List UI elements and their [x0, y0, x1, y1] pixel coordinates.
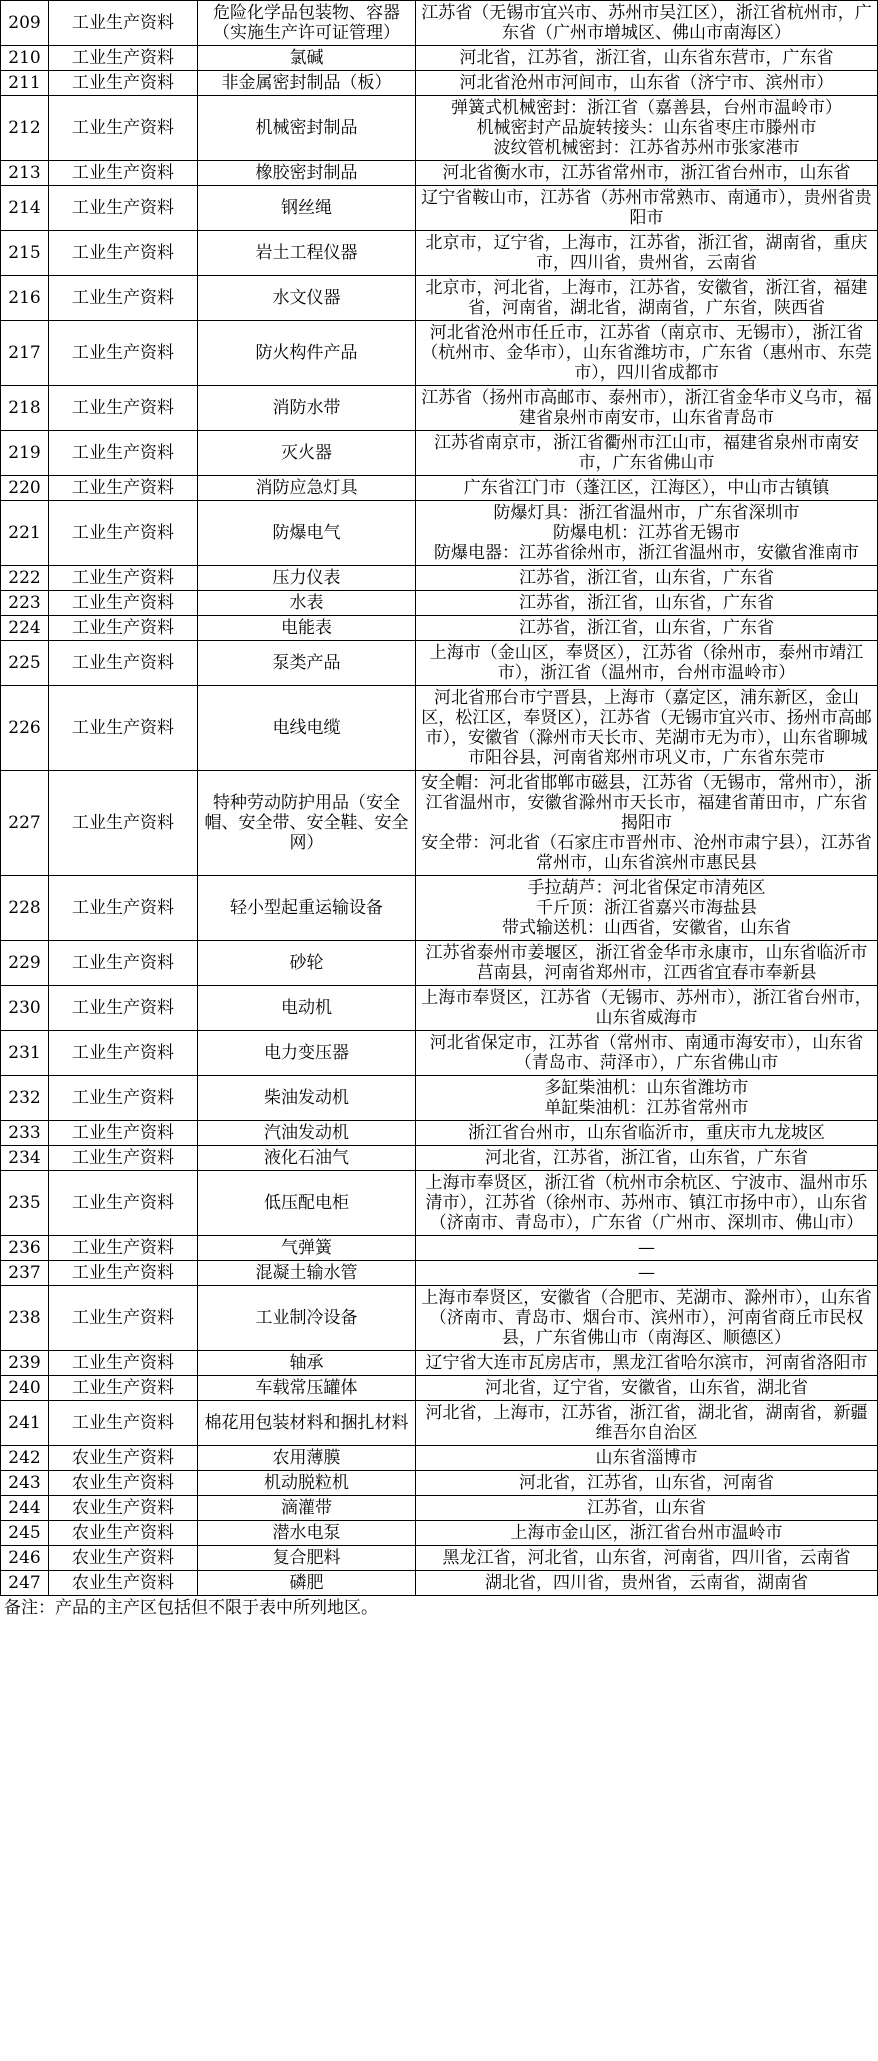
region-line: 辽宁省大连市瓦房店市，黑龙江省哈尔滨市，河南省洛阳市: [425, 1353, 868, 1373]
main-production-regions: [416, 771, 878, 876]
region-line: 防爆电器：江苏省徐州市，浙江省温州市，安徽省淮南市: [434, 543, 859, 563]
row-number: 217: [1, 321, 49, 386]
table-row: [1, 566, 878, 591]
main-production-regions: [416, 431, 878, 476]
region-line: 河北省，上海市，江苏省，浙江省，湖北省，湖南省，新疆维吾尔自治区: [425, 1403, 868, 1443]
product-category: 农业生产资料: [49, 1571, 198, 1596]
region-line: 河北省，江苏省，浙江省，山东省，广东省: [485, 1148, 808, 1168]
main-production-regions: [416, 1031, 878, 1076]
row-number: 227: [1, 771, 49, 876]
product-category: 工业生产资料: [49, 1261, 198, 1286]
product-category: 工业生产资料: [49, 616, 198, 641]
table-row: [1, 1286, 878, 1351]
main-production-regions: [416, 1286, 878, 1351]
region-line: 千斤顶：浙江省嘉兴市海盐县: [536, 898, 757, 918]
table-row: [1, 276, 878, 321]
product-name: 水文仪器: [198, 276, 416, 321]
table-row: [1, 1496, 878, 1521]
product-name: 滴灌带: [198, 1496, 416, 1521]
product-name: 泵类产品: [198, 641, 416, 686]
product-category: 工业生产资料: [49, 161, 198, 186]
row-number: 211: [1, 71, 49, 96]
region-line: 江苏省，浙江省，山东省，广东省: [519, 618, 774, 638]
main-production-regions: [416, 986, 878, 1031]
main-production-regions: [416, 1376, 878, 1401]
table-row: [1, 1236, 878, 1261]
product-category: 工业生产资料: [49, 46, 198, 71]
table-row: [1, 1, 878, 46]
product-category: 工业生产资料: [49, 1351, 198, 1376]
product-name: 潜水电泵: [198, 1521, 416, 1546]
main-production-regions: [416, 276, 878, 321]
main-production-regions: [416, 1496, 878, 1521]
main-production-regions: [416, 386, 878, 431]
row-number: 221: [1, 501, 49, 566]
region-line: 黑龙江省，河北省，山东省，河南省，四川省，云南省: [442, 1548, 851, 1568]
main-production-regions: [416, 1121, 878, 1146]
table-row: [1, 476, 878, 501]
table-row: [1, 1031, 878, 1076]
main-production-regions: [416, 1521, 878, 1546]
product-category: 工业生产资料: [49, 566, 198, 591]
region-line: 弹簧式机械密封：浙江省（嘉善县，台州市温岭市）: [451, 98, 842, 118]
product-name: 轻小型起重运输设备: [198, 876, 416, 941]
main-production-regions: [416, 1351, 878, 1376]
region-line: 江苏省（扬州市高邮市、泰州市），浙江省金华市义乌市，福建省泉州市南安市，山东省青岛市: [421, 388, 872, 428]
row-number: 242: [1, 1446, 49, 1471]
region-line: 波纹管机械密封：江苏省苏州市张家港市: [493, 138, 800, 158]
main-production-regions: [416, 1471, 878, 1496]
main-production-regions: [416, 231, 878, 276]
main-production-regions: [416, 46, 878, 71]
table-row: [1, 1521, 878, 1546]
main-production-regions: [416, 566, 878, 591]
row-number: 222: [1, 566, 49, 591]
region-line: 广东省江门市（蓬江区，江海区），中山市古镇镇: [463, 478, 830, 498]
product-name: 钢丝绳: [198, 186, 416, 231]
product-name: 复合肥料: [198, 1546, 416, 1571]
row-number: 210: [1, 46, 49, 71]
product-category: 工业生产资料: [49, 1171, 198, 1236]
region-line: 江苏省，浙江省，山东省，广东省: [519, 593, 774, 613]
row-number: 233: [1, 1121, 49, 1146]
product-category: 工业生产资料: [49, 1121, 198, 1146]
product-name: 车载常压罐体: [198, 1376, 416, 1401]
region-line: 安全帽：河北省邯郸市磁县，江苏省（无锡市，常州市），浙江省温州市，安徽省滁州市天长市，福建省莆田市，广东省揭阳市: [421, 773, 872, 833]
main-production-regions: [416, 1261, 878, 1286]
product-name: 电力变压器: [198, 1031, 416, 1076]
row-number: 230: [1, 986, 49, 1031]
product-category: 农业生产资料: [49, 1471, 198, 1496]
table-row: [1, 321, 878, 386]
region-line: 河北省保定市，江苏省（常州市、南通市海安市），山东省（青岛市、菏泽市），广东省佛山市: [429, 1033, 864, 1073]
region-line: 多缸柴油机：山东省潍坊市: [544, 1078, 749, 1098]
row-number: 240: [1, 1376, 49, 1401]
main-production-regions: [416, 1076, 878, 1121]
product-category: 工业生产资料: [49, 71, 198, 96]
product-category: 农业生产资料: [49, 1446, 198, 1471]
main-production-regions: [416, 476, 878, 501]
table-row: [1, 1351, 878, 1376]
product-category: 工业生产资料: [49, 476, 198, 501]
table-row: [1, 641, 878, 686]
table-row: [1, 386, 878, 431]
product-name: 电线电缆: [198, 686, 416, 771]
row-number: 231: [1, 1031, 49, 1076]
region-line: 上海市奉贤区，江苏省（无锡市、苏州市），浙江省台州市，山东省威海市: [421, 988, 872, 1028]
main-production-regions: [416, 1446, 878, 1471]
row-number: 239: [1, 1351, 49, 1376]
product-name: 灭火器: [198, 431, 416, 476]
product-name: 电动机: [198, 986, 416, 1031]
product-name: 工业制冷设备: [198, 1286, 416, 1351]
main-production-regions: [416, 1236, 878, 1261]
row-number: 238: [1, 1286, 49, 1351]
product-category: 工业生产资料: [49, 1146, 198, 1171]
main-production-regions: [416, 161, 878, 186]
table-row: [1, 231, 878, 276]
region-line: 手拉葫芦：河北省保定市清苑区: [527, 878, 766, 898]
product-name: 轴承: [198, 1351, 416, 1376]
main-production-regions: [416, 686, 878, 771]
region-line: 上海市（金山区，奉贤区），江苏省（徐州市，泰州市靖江市），浙江省（温州市，台州市温岭市）: [429, 643, 864, 683]
product-name: 低压配电柜: [198, 1171, 416, 1236]
table-row: [1, 1076, 878, 1121]
product-category: 工业生产资料: [49, 96, 198, 161]
row-number: 247: [1, 1571, 49, 1596]
region-line: 河北省，辽宁省，安徽省，山东省，湖北省: [485, 1378, 808, 1398]
product-name: 气弹簧: [198, 1236, 416, 1261]
main-production-regions: [416, 1571, 878, 1596]
product-name: 液化石油气: [198, 1146, 416, 1171]
main-production-regions: [416, 616, 878, 641]
footnote: 备注：产品的主产区包括但不限于表中所列地区。: [4, 1598, 378, 1618]
table-row: [1, 941, 878, 986]
table-row: [1, 686, 878, 771]
product-name: 混凝土输水管: [198, 1261, 416, 1286]
product-name: 磷肥: [198, 1571, 416, 1596]
table-row: [1, 96, 878, 161]
product-name: 消防应急灯具: [198, 476, 416, 501]
region-line: 浙江省台州市，山东省临沂市，重庆市九龙坡区: [468, 1123, 825, 1143]
row-number: 236: [1, 1236, 49, 1261]
region-line: 江苏省，山东省: [587, 1498, 706, 1518]
product-name: 橡胶密封制品: [198, 161, 416, 186]
main-production-regions: [416, 1401, 878, 1446]
table-row: [1, 501, 878, 566]
region-line: 防爆电机：江苏省无锡市: [553, 523, 740, 543]
row-number: 219: [1, 431, 49, 476]
region-line: 上海市金山区，浙江省台州市温岭市: [510, 1523, 783, 1543]
product-name: 岩土工程仪器: [198, 231, 416, 276]
region-line: 河北省衡水市，江苏省常州市，浙江省台州市，山东省: [442, 163, 851, 183]
table-row: [1, 1401, 878, 1446]
product-category: 工业生产资料: [49, 186, 198, 231]
main-production-regions: [416, 641, 878, 686]
row-number: 209: [1, 1, 49, 46]
table-row: [1, 771, 878, 876]
product-category: 农业生产资料: [49, 1521, 198, 1546]
region-line: 山东省淄博市: [595, 1448, 698, 1468]
table-row: [1, 616, 878, 641]
product-name: 防火构件产品: [198, 321, 416, 386]
product-name: 危险化学品包装物、容器（实施生产许可证管理）: [198, 1, 416, 46]
product-category: 工业生产资料: [49, 1076, 198, 1121]
product-name: 汽油发动机: [198, 1121, 416, 1146]
row-number: 218: [1, 386, 49, 431]
row-number: 226: [1, 686, 49, 771]
main-production-regions: [416, 1171, 878, 1236]
product-name: 非金属密封制品（板）: [198, 71, 416, 96]
main-production-regions: [416, 186, 878, 231]
product-name: 压力仪表: [198, 566, 416, 591]
product-name: 特种劳动防护用品（安全帽、安全带、安全鞋、安全网）: [198, 771, 416, 876]
main-production-regions: [416, 71, 878, 96]
main-production-regions: [416, 1146, 878, 1171]
region-line: 河北省沧州市河间市，山东省（济宁市、滨州市）: [459, 73, 834, 93]
product-name: 农用薄膜: [198, 1446, 416, 1471]
product-category: 工业生产资料: [49, 1401, 198, 1446]
product-category: 工业生产资料: [49, 1031, 198, 1076]
region-line: 河北省，江苏省，山东省，河南省: [519, 1473, 774, 1493]
region-line: —: [638, 1238, 655, 1258]
table-row: [1, 1146, 878, 1171]
main-production-regions: [416, 96, 878, 161]
product-name: 氯碱: [198, 46, 416, 71]
region-line: 安全带：河北省（石家庄市晋州市、沧州市肃宁县），江苏省常州市，山东省滨州市惠民县: [421, 833, 872, 873]
row-number: 235: [1, 1171, 49, 1236]
product-name: 机动脱粒机: [198, 1471, 416, 1496]
product-category: 工业生产资料: [49, 771, 198, 876]
table-row: [1, 1171, 878, 1236]
product-name: 防爆电气: [198, 501, 416, 566]
table-row: [1, 1471, 878, 1496]
table-row: [1, 591, 878, 616]
row-number: 244: [1, 1496, 49, 1521]
product-name: 柴油发动机: [198, 1076, 416, 1121]
table-row: [1, 876, 878, 941]
row-number: 213: [1, 161, 49, 186]
product-name: 消防水带: [198, 386, 416, 431]
row-number: 212: [1, 96, 49, 161]
region-line: —: [638, 1263, 655, 1283]
region-line: 带式输送机：山西省，安徽省，山东省: [502, 918, 791, 938]
table-row: [1, 1446, 878, 1471]
product-name: 水表: [198, 591, 416, 616]
product-category: 工业生产资料: [49, 1286, 198, 1351]
row-number: 243: [1, 1471, 49, 1496]
product-category: 工业生产资料: [49, 591, 198, 616]
product-category: 工业生产资料: [49, 501, 198, 566]
product-name: 机械密封制品: [198, 96, 416, 161]
product-category: 工业生产资料: [49, 1236, 198, 1261]
product-category: 农业生产资料: [49, 1546, 198, 1571]
region-line: 辽宁省鞍山市，江苏省（苏州市常熟市、南通市），贵州省贵阳市: [421, 188, 872, 228]
main-production-regions: [416, 876, 878, 941]
table-row: [1, 71, 878, 96]
table-row: [1, 431, 878, 476]
main-production-regions: [416, 591, 878, 616]
region-line: 上海市奉贤区，安徽省（合肥市、芜湖市、滁州市），山东省（济南市、青岛市、烟台市、滨州市），河南省商丘市民权县，广东省佛山市（南海区、顺德区）: [421, 1288, 872, 1348]
region-line: 河北省邢台市宁晋县，上海市（嘉定区，浦东新区，金山区，松江区，奉贤区），江苏省（无锡市宜兴市、扬州市高邮市），安徽省（滁州市天长市、芜湖市无为市），山东省聊城市阳谷县，河南省郑州市巩义市，广东省东莞市: [421, 688, 872, 768]
product-category: 工业生产资料: [49, 276, 198, 321]
table-row: [1, 1376, 878, 1401]
row-number: 228: [1, 876, 49, 941]
main-production-regions: [416, 1546, 878, 1571]
table-row: [1, 186, 878, 231]
product-category: 工业生产资料: [49, 941, 198, 986]
product-category: 工业生产资料: [49, 386, 198, 431]
row-number: 241: [1, 1401, 49, 1446]
table-row: [1, 1261, 878, 1286]
row-number: 214: [1, 186, 49, 231]
table-body: [1, 1, 878, 1596]
main-production-regions: [416, 1, 878, 46]
row-number: 225: [1, 641, 49, 686]
table-row: [1, 161, 878, 186]
table-row: [1, 1121, 878, 1146]
region-line: 湖北省，四川省，贵州省，云南省，湖南省: [485, 1573, 808, 1593]
row-number: 229: [1, 941, 49, 986]
region-line: 江苏省，浙江省，山东省，广东省: [519, 568, 774, 588]
region-line: 江苏省泰州市姜堰区，浙江省金华市永康市，山东省临沂市莒南县，河南省郑州市，江西省宜春市奉新县: [425, 943, 868, 983]
region-line: 北京市，河北省，上海市，江苏省，安徽省，浙江省，福建省，河南省，湖北省，湖南省，广东省，陕西省: [425, 278, 868, 318]
region-line: 河北省沧州市任丘市，江苏省（南京市、无锡市），浙江省（杭州市、金华市），山东省潍坊市，广东省（惠州市、东莞市），四川省成都市: [421, 323, 872, 383]
product-category: 工业生产资料: [49, 321, 198, 386]
table-row: [1, 1571, 878, 1596]
product-category: 工业生产资料: [49, 1376, 198, 1401]
row-number: 220: [1, 476, 49, 501]
table-row: [1, 986, 878, 1031]
main-production-regions: [416, 941, 878, 986]
product-category: 工业生产资料: [49, 231, 198, 276]
row-number: 237: [1, 1261, 49, 1286]
product-category: 工业生产资料: [49, 876, 198, 941]
product-category: 工业生产资料: [49, 686, 198, 771]
product-category: 工业生产资料: [49, 431, 198, 476]
product-category: 农业生产资料: [49, 1496, 198, 1521]
region-line: 河北省，江苏省，浙江省，山东省东营市，广东省: [459, 48, 834, 68]
row-number: 223: [1, 591, 49, 616]
region-line: 江苏省（无锡市宜兴市、苏州市吴江区），浙江省杭州市，广东省（广州市增城区、佛山市南海区）: [421, 3, 872, 43]
product-name: 砂轮: [198, 941, 416, 986]
product-category: 工业生产资料: [49, 641, 198, 686]
region-line: 防爆灯具：浙江省温州市，广东省深圳市: [493, 503, 800, 523]
main-production-regions: [416, 321, 878, 386]
row-number: 215: [1, 231, 49, 276]
row-number: 216: [1, 276, 49, 321]
region-line: 机械密封产品旋转接头：山东省枣庄市滕州市: [476, 118, 817, 138]
product-category: 工业生产资料: [49, 1, 198, 46]
row-number: 246: [1, 1546, 49, 1571]
region-line: 单缸柴油机：江苏省常州市: [544, 1098, 749, 1118]
region-line: 上海市奉贤区，浙江省（杭州市余杭区、宁波市、温州市乐清市），江苏省（徐州市、苏州市、镇江市扬中市），山东省（济南市、青岛市），广东省（广州市、深圳市、佛山市）: [425, 1173, 868, 1233]
region-line: 江苏省南京市，浙江省衢州市江山市，福建省泉州市南安市，广东省佛山市: [434, 433, 859, 473]
main-production-regions: [416, 501, 878, 566]
row-number: 232: [1, 1076, 49, 1121]
table-row: [1, 46, 878, 71]
row-number: 224: [1, 616, 49, 641]
region-line: 北京市，辽宁省，上海市，江苏省，浙江省，湖南省，重庆市，四川省，贵州省，云南省: [425, 233, 868, 273]
table-row: [1, 1546, 878, 1571]
row-number: 245: [1, 1521, 49, 1546]
product-name: 棉花用包装材料和捆扎材料: [198, 1401, 416, 1446]
row-number: 234: [1, 1146, 49, 1171]
product-name: 电能表: [198, 616, 416, 641]
product-category: 工业生产资料: [49, 986, 198, 1031]
